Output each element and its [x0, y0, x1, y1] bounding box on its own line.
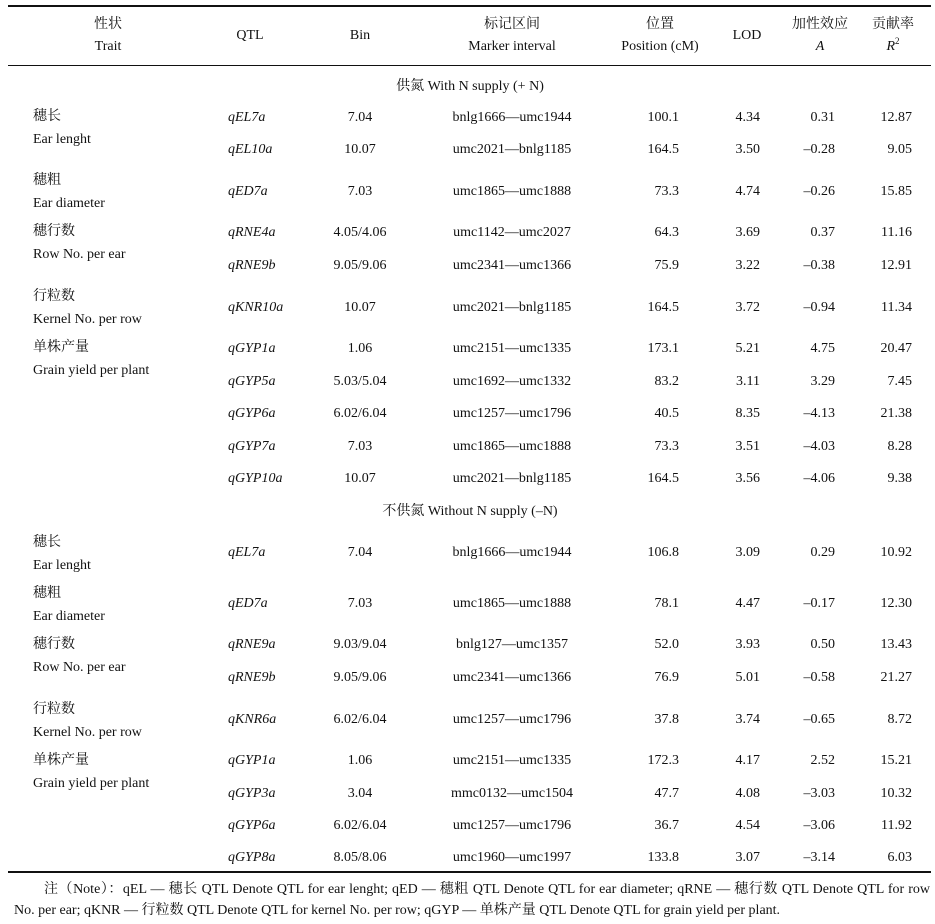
position-cell: 133.8: [647, 850, 679, 865]
marker-cell: bnlg1666—umc1944: [452, 110, 572, 125]
contribution-cell: 9.05: [887, 142, 912, 157]
trait-label-cn: 穗粗: [33, 586, 61, 601]
marker-cell: bnlg127—umc1357: [456, 637, 568, 652]
position-cell: 106.8: [647, 545, 679, 560]
marker-cell: umc2021—bnlg1185: [452, 300, 572, 315]
trait-label-en: Ear lenght: [33, 558, 91, 573]
header-contribution: 贡献率 $R^2$: [872, 17, 914, 54]
additive-cell: 0.31: [810, 110, 835, 125]
qtl-cell: qGYP6a: [228, 818, 276, 833]
position-cell: 64.3: [654, 225, 679, 240]
position-cell: 37.8: [654, 712, 679, 727]
qtl-cell: qEL7a: [228, 110, 266, 125]
header-bin: Bin: [349, 28, 371, 43]
bin-cell: 5.03/5.04: [333, 374, 387, 389]
marker-cell: umc1257—umc1796: [452, 712, 572, 727]
contribution-cell: 11.16: [881, 225, 912, 240]
additive-cell: –4.06: [803, 471, 835, 486]
qtl-cell: qGYP6a: [228, 406, 276, 421]
position-cell: 73.3: [654, 184, 679, 199]
marker-cell: umc1960—umc1997: [452, 850, 572, 865]
additive-cell: –3.06: [803, 818, 835, 833]
marker-cell: umc2021—bnlg1185: [452, 471, 572, 486]
qtl-cell: qRNE4a: [228, 225, 276, 240]
trait-label-cn: 穗粗: [33, 173, 61, 188]
bin-cell: 10.07: [344, 471, 376, 486]
trait-label-en: Kernel No. per row: [33, 312, 142, 327]
contribution-cell: 12.87: [880, 110, 912, 125]
lod-cell: 3.11: [736, 374, 760, 389]
trait-label-cn: 穗行数: [33, 637, 75, 652]
bin-cell: 8.05/8.06: [333, 850, 387, 865]
bin-cell: 6.02/6.04: [333, 818, 387, 833]
contribution-cell: 15.85: [880, 184, 912, 199]
position-cell: 164.5: [647, 471, 679, 486]
position-cell: 36.7: [654, 818, 679, 833]
contribution-cell: 10.32: [880, 786, 912, 801]
header-trait: 性状 Trait: [94, 17, 122, 54]
additive-cell: –0.17: [803, 596, 835, 611]
section-title-without-n: 不供氮 Without N supply (–N): [382, 504, 558, 519]
lod-cell: 4.54: [735, 818, 760, 833]
contribution-cell: 8.72: [887, 712, 912, 727]
position-cell: 40.5: [654, 406, 679, 421]
bin-cell: 1.06: [347, 341, 373, 356]
bin-cell: 7.03: [347, 596, 373, 611]
position-cell: 78.1: [654, 596, 679, 611]
bin-cell: 6.02/6.04: [333, 712, 387, 727]
bin-cell: 4.05/4.06: [333, 225, 387, 240]
contribution-cell: 11.34: [881, 300, 912, 315]
contribution-cell: 6.03: [887, 850, 912, 865]
additive-cell: –0.26: [803, 184, 835, 199]
additive-cell: –0.28: [803, 142, 835, 157]
marker-cell: mmc0132—umc1504: [450, 786, 574, 801]
lod-cell: 3.74: [735, 712, 760, 727]
lod-cell: 4.47: [735, 596, 760, 611]
marker-cell: bnlg1666—umc1944: [452, 545, 572, 560]
lod-cell: 4.34: [735, 110, 760, 125]
bin-cell: 9.05/9.06: [333, 258, 387, 273]
marker-cell: umc2341—umc1366: [452, 670, 572, 685]
trait-label-en: Ear diameter: [33, 196, 105, 211]
trait-label-en: Ear lenght: [33, 132, 91, 147]
trait-label-cn: 行粒数: [33, 289, 75, 304]
position-cell: 73.3: [654, 439, 679, 454]
marker-cell: umc2341—umc1366: [452, 258, 572, 273]
lod-cell: 5.21: [735, 341, 760, 356]
trait-label-en: Row No. per ear: [33, 247, 126, 262]
qtl-cell: qED7a: [228, 184, 268, 199]
qtl-cell: qKNR10a: [228, 300, 284, 315]
contribution-cell: 7.45: [887, 374, 912, 389]
lod-cell: 3.93: [735, 637, 760, 652]
position-cell: 76.9: [654, 670, 679, 685]
additive-cell: 4.75: [810, 341, 835, 356]
trait-label-cn: 穗长: [33, 109, 61, 124]
header-additive: 加性效应 A: [792, 17, 848, 54]
lod-cell: 3.69: [735, 225, 760, 240]
qtl-cell: qRNE9a: [228, 637, 276, 652]
header-position: 位置 Position (cM): [621, 17, 699, 54]
trait-label-en: Ear diameter: [33, 609, 105, 624]
qtl-cell: qKNR6a: [228, 712, 277, 727]
position-cell: 52.0: [654, 637, 679, 652]
header-lod: LOD: [732, 28, 762, 43]
contribution-cell: 10.92: [880, 545, 912, 560]
lod-cell: 3.22: [735, 258, 760, 273]
bottom-rule: [8, 871, 931, 873]
bin-cell: 7.04: [347, 545, 373, 560]
position-cell: 83.2: [654, 374, 679, 389]
qtl-cell: qED7a: [228, 596, 268, 611]
trait-label-cn: 单株产量: [33, 753, 89, 768]
contribution-cell: 8.28: [887, 439, 912, 454]
qtl-cell: qGYP10a: [228, 471, 283, 486]
contribution-cell: 15.21: [880, 753, 912, 768]
marker-cell: umc1865—umc1888: [452, 184, 572, 199]
header-rule: [8, 65, 931, 66]
marker-cell: umc2151—umc1335: [452, 341, 572, 356]
trait-label-cn: 穗行数: [33, 224, 75, 239]
trait-label-cn: 行粒数: [33, 702, 75, 717]
qtl-cell: qGYP3a: [228, 786, 276, 801]
additive-cell: 0.50: [810, 637, 835, 652]
table-note: 注（Note）：qEL — 穗长 QTL Denote QTL for ear lenght; qED — 穗粗 QTL Denote QTL for ear diameter; qRNE — 穗行数 QTL Denote QTL for row No. per ear; qKNR — 行粒数 QTL Denote QTL for kernel No. per row; qGYP — 单株产量 QTL Denote QTL for grain yield per plant.: [14, 882, 930, 918]
position-cell: 172.3: [647, 753, 679, 768]
bin-cell: 6.02/6.04: [333, 406, 387, 421]
section-title-with-n: 供氮 With N supply (+ N): [396, 79, 544, 94]
bin-cell: 10.07: [344, 300, 376, 315]
bin-cell: 3.04: [347, 786, 373, 801]
position-cell: 164.5: [647, 142, 679, 157]
qtl-cell: qEL7a: [228, 545, 266, 560]
bin-cell: 7.04: [347, 110, 373, 125]
contribution-cell: 12.30: [880, 596, 912, 611]
trait-label-cn: 单株产量: [33, 340, 89, 355]
bin-cell: 7.03: [347, 439, 373, 454]
lod-cell: 3.51: [735, 439, 760, 454]
marker-cell: umc1142—umc2027: [453, 225, 571, 240]
marker-cell: umc1257—umc1796: [452, 818, 572, 833]
qtl-cell: qEL10a: [228, 142, 273, 157]
qtl-cell: qGYP7a: [228, 439, 276, 454]
qtl-cell: qGYP5a: [228, 374, 276, 389]
additive-cell: –3.14: [803, 850, 835, 865]
bin-cell: 7.03: [347, 184, 373, 199]
qtl-cell: qRNE9b: [228, 258, 276, 273]
qtl-cell: qRNE9b: [228, 670, 276, 685]
contribution-cell: 11.92: [881, 818, 912, 833]
bin-cell: 9.03/9.04: [333, 637, 387, 652]
additive-cell: –0.38: [803, 258, 835, 273]
lod-cell: 8.35: [735, 406, 760, 421]
qtl-cell: qGYP1a: [228, 341, 276, 356]
bin-cell: 10.07: [344, 142, 376, 157]
position-cell: 47.7: [654, 786, 679, 801]
trait-label-en: Row No. per ear: [33, 660, 126, 675]
additive-cell: –4.03: [803, 439, 835, 454]
lod-cell: 3.07: [735, 850, 760, 865]
qtl-cell: qGYP1a: [228, 753, 276, 768]
additive-cell: –0.65: [803, 712, 835, 727]
additive-cell: 0.37: [810, 225, 835, 240]
position-cell: 173.1: [647, 341, 679, 356]
additive-cell: 0.29: [810, 545, 835, 560]
top-rule: [8, 5, 931, 7]
additive-cell: –4.13: [803, 406, 835, 421]
position-cell: 75.9: [654, 258, 679, 273]
header-qtl: QTL: [236, 28, 264, 43]
trait-label-cn: 穗长: [33, 535, 61, 550]
lod-cell: 4.08: [735, 786, 760, 801]
marker-cell: umc1865—umc1888: [452, 596, 572, 611]
contribution-cell: 9.38: [887, 471, 912, 486]
lod-cell: 5.01: [735, 670, 760, 685]
trait-label-en: Kernel No. per row: [33, 725, 142, 740]
contribution-cell: 21.38: [880, 406, 912, 421]
qtl-cell: qGYP8a: [228, 850, 276, 865]
bin-cell: 1.06: [347, 753, 373, 768]
contribution-cell: 20.47: [880, 341, 912, 356]
additive-cell: 2.52: [810, 753, 835, 768]
lod-cell: 3.09: [735, 545, 760, 560]
marker-cell: umc2021—bnlg1185: [452, 142, 572, 157]
lod-cell: 4.74: [735, 184, 760, 199]
additive-cell: –0.58: [803, 670, 835, 685]
contribution-cell: 12.91: [880, 258, 912, 273]
trait-label-en: Grain yield per plant: [33, 776, 150, 791]
lod-cell: 3.50: [735, 142, 760, 157]
position-cell: 164.5: [647, 300, 679, 315]
position-cell: 100.1: [647, 110, 679, 125]
lod-cell: 3.72: [735, 300, 760, 315]
additive-cell: –3.03: [803, 786, 835, 801]
marker-cell: umc1865—umc1888: [452, 439, 572, 454]
marker-cell: umc2151—umc1335: [452, 753, 572, 768]
additive-cell: –0.94: [803, 300, 835, 315]
contribution-cell: 21.27: [880, 670, 912, 685]
header-marker: 标记区间 Marker interval: [468, 17, 556, 54]
trait-label-en: Grain yield per plant: [33, 363, 150, 378]
marker-cell: umc1692—umc1332: [452, 374, 572, 389]
lod-cell: 3.56: [735, 471, 760, 486]
marker-cell: umc1257—umc1796: [452, 406, 572, 421]
bin-cell: 9.05/9.06: [333, 670, 387, 685]
contribution-cell: 13.43: [880, 637, 912, 652]
lod-cell: 4.17: [735, 753, 760, 768]
additive-cell: 3.29: [810, 374, 835, 389]
